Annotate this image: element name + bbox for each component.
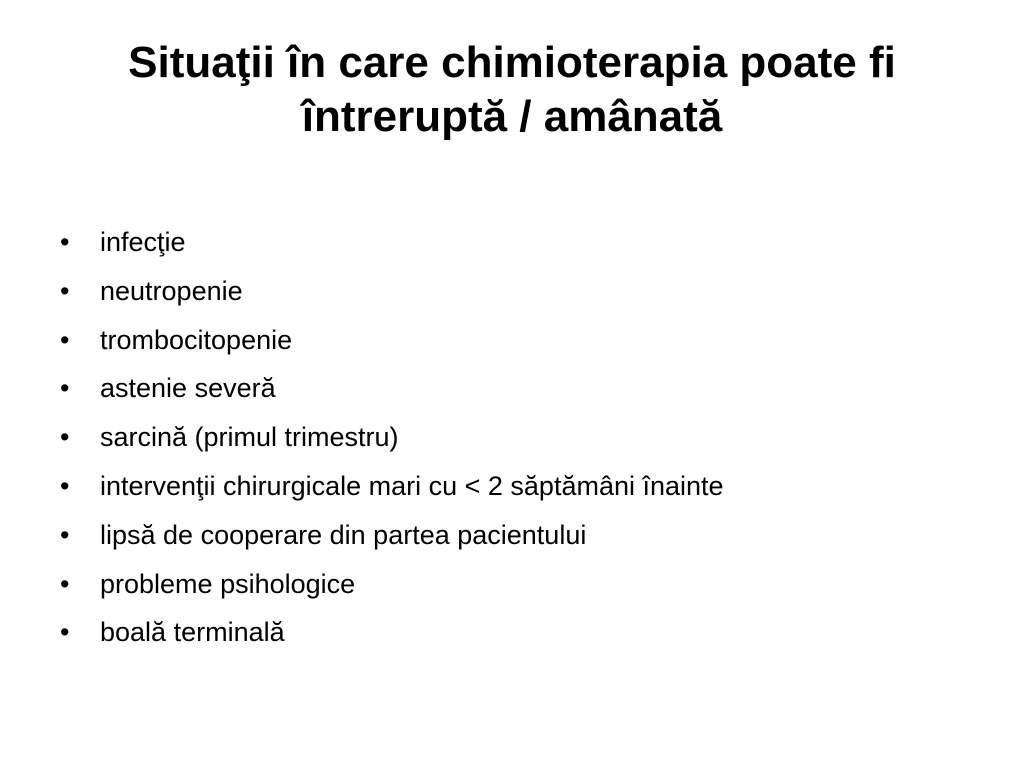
list-item [0, 320, 1024, 369]
slide-title [40, 36, 984, 144]
list-item [0, 612, 1024, 661]
bullet-icon: • [60, 568, 70, 599]
list-item-text: intervenţii chirurgicale mari cu < 2 săptămâni înainte [100, 470, 724, 501]
bullet-list [0, 222, 1024, 661]
bullet-icon: • [60, 324, 70, 355]
bullet-icon: • [60, 227, 70, 257]
list-item-text: infecţie [100, 227, 186, 257]
list-item-text: boală terminală [100, 617, 285, 648]
list-item [0, 222, 1024, 271]
bullet-icon: • [60, 470, 70, 501]
list-item-text: neutropenie [100, 275, 243, 306]
list-item [0, 515, 1024, 564]
list-item-text: trombocitopenie [100, 324, 293, 355]
title-line-1: Situaţii în care chimioterapia poate fi [128, 38, 896, 87]
bullet-icon: • [60, 275, 70, 306]
list-item [0, 368, 1024, 417]
list-item-text: lipsă de cooperare din partea pacientului [100, 519, 587, 550]
bullet-icon: • [60, 617, 70, 648]
list-item [0, 564, 1024, 613]
list-item [0, 417, 1024, 466]
list-item-text: astenie severă [100, 373, 276, 404]
bullet-icon: • [60, 373, 70, 404]
list-item-text: sarcină (primul trimestru) [100, 422, 399, 453]
bullet-icon: • [60, 519, 70, 550]
list-item [0, 271, 1024, 320]
title-line-2: întreruptă / amânată [301, 92, 723, 141]
bullet-icon: • [60, 422, 70, 453]
list-item [0, 466, 1024, 515]
list-item-text: probleme psihologice [100, 568, 356, 599]
